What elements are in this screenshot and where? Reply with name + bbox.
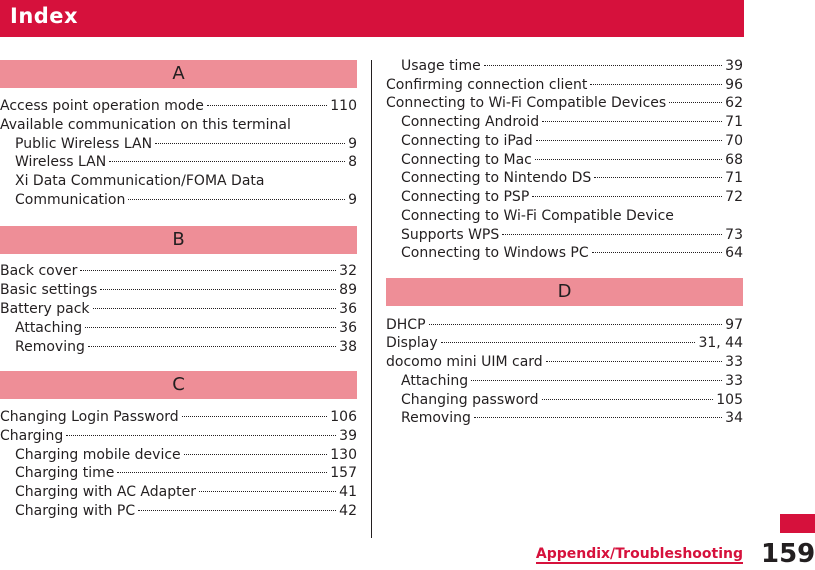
index-subentry: Changing password 105 [401, 392, 743, 408]
index-subentry: Wireless LAN 8 [15, 154, 357, 170]
footer-section-label: Appendix/Troubleshooting [535, 546, 743, 562]
index-subentry: Charging mobile device 130 [15, 447, 357, 463]
index-subentry: Communication 9 [15, 192, 357, 208]
index-entry: Available communication on this terminal [0, 117, 291, 133]
index-entry: Basic settings 89 [0, 282, 357, 298]
index-subentry: Attaching 33 [401, 373, 743, 389]
index-entry: Access point operation mode 110 [0, 98, 357, 114]
index-entry: Connecting to Wi-Fi Compatible Devices 62 [386, 95, 743, 111]
column-divider [371, 60, 372, 538]
page-tab-marker [780, 514, 815, 533]
index-subentry: Charging with AC Adapter 41 [15, 484, 357, 500]
section-header-b: B [0, 226, 357, 254]
index-entry: Battery pack 36 [0, 301, 357, 317]
section-header-d: D [386, 278, 743, 306]
index-subentry: Connecting Android 71 [401, 114, 743, 130]
index-entry: Confirming connection client 96 [386, 77, 743, 93]
index-title-bar [0, 0, 744, 37]
index-subentry: Connecting to Wi-Fi Compatible Device [401, 208, 674, 224]
index-entry: Back cover 32 [0, 263, 357, 279]
index-subentry: Removing 34 [401, 410, 743, 426]
page-title: Index [10, 4, 79, 28]
index-subentry: Public Wireless LAN 9 [15, 136, 357, 152]
index-subentry: Charging with PC 42 [15, 503, 357, 519]
index-subentry: Connecting to iPad 70 [401, 133, 743, 149]
index-subentry: Connecting to Windows PC 64 [401, 245, 743, 261]
index-subentry: Connecting to Nintendo DS 71 [401, 170, 743, 186]
index-subentry: Xi Data Communication/FOMA Data [15, 173, 265, 189]
page-number: 159 [761, 539, 815, 569]
index-subentry: Removing 38 [15, 339, 357, 355]
index-subentry: Charging time 157 [15, 465, 357, 481]
index-entry: DHCP 97 [386, 317, 743, 333]
index-subentry: Usage time 39 [401, 58, 743, 74]
index-subentry: Connecting to Mac 68 [401, 152, 743, 168]
index-entry: Changing Login Password 106 [0, 409, 357, 425]
section-header-a: A [0, 60, 357, 88]
index-subentry: Attaching 36 [15, 320, 357, 336]
index-entry: Charging 39 [0, 428, 357, 444]
index-subentry: Supports WPS 73 [401, 227, 743, 243]
section-header-c: C [0, 371, 357, 399]
index-subentry: Connecting to PSP 72 [401, 189, 743, 205]
index-entry: Display 31, 44 [386, 335, 743, 351]
index-entry: docomo mini UIM card 33 [386, 354, 743, 370]
